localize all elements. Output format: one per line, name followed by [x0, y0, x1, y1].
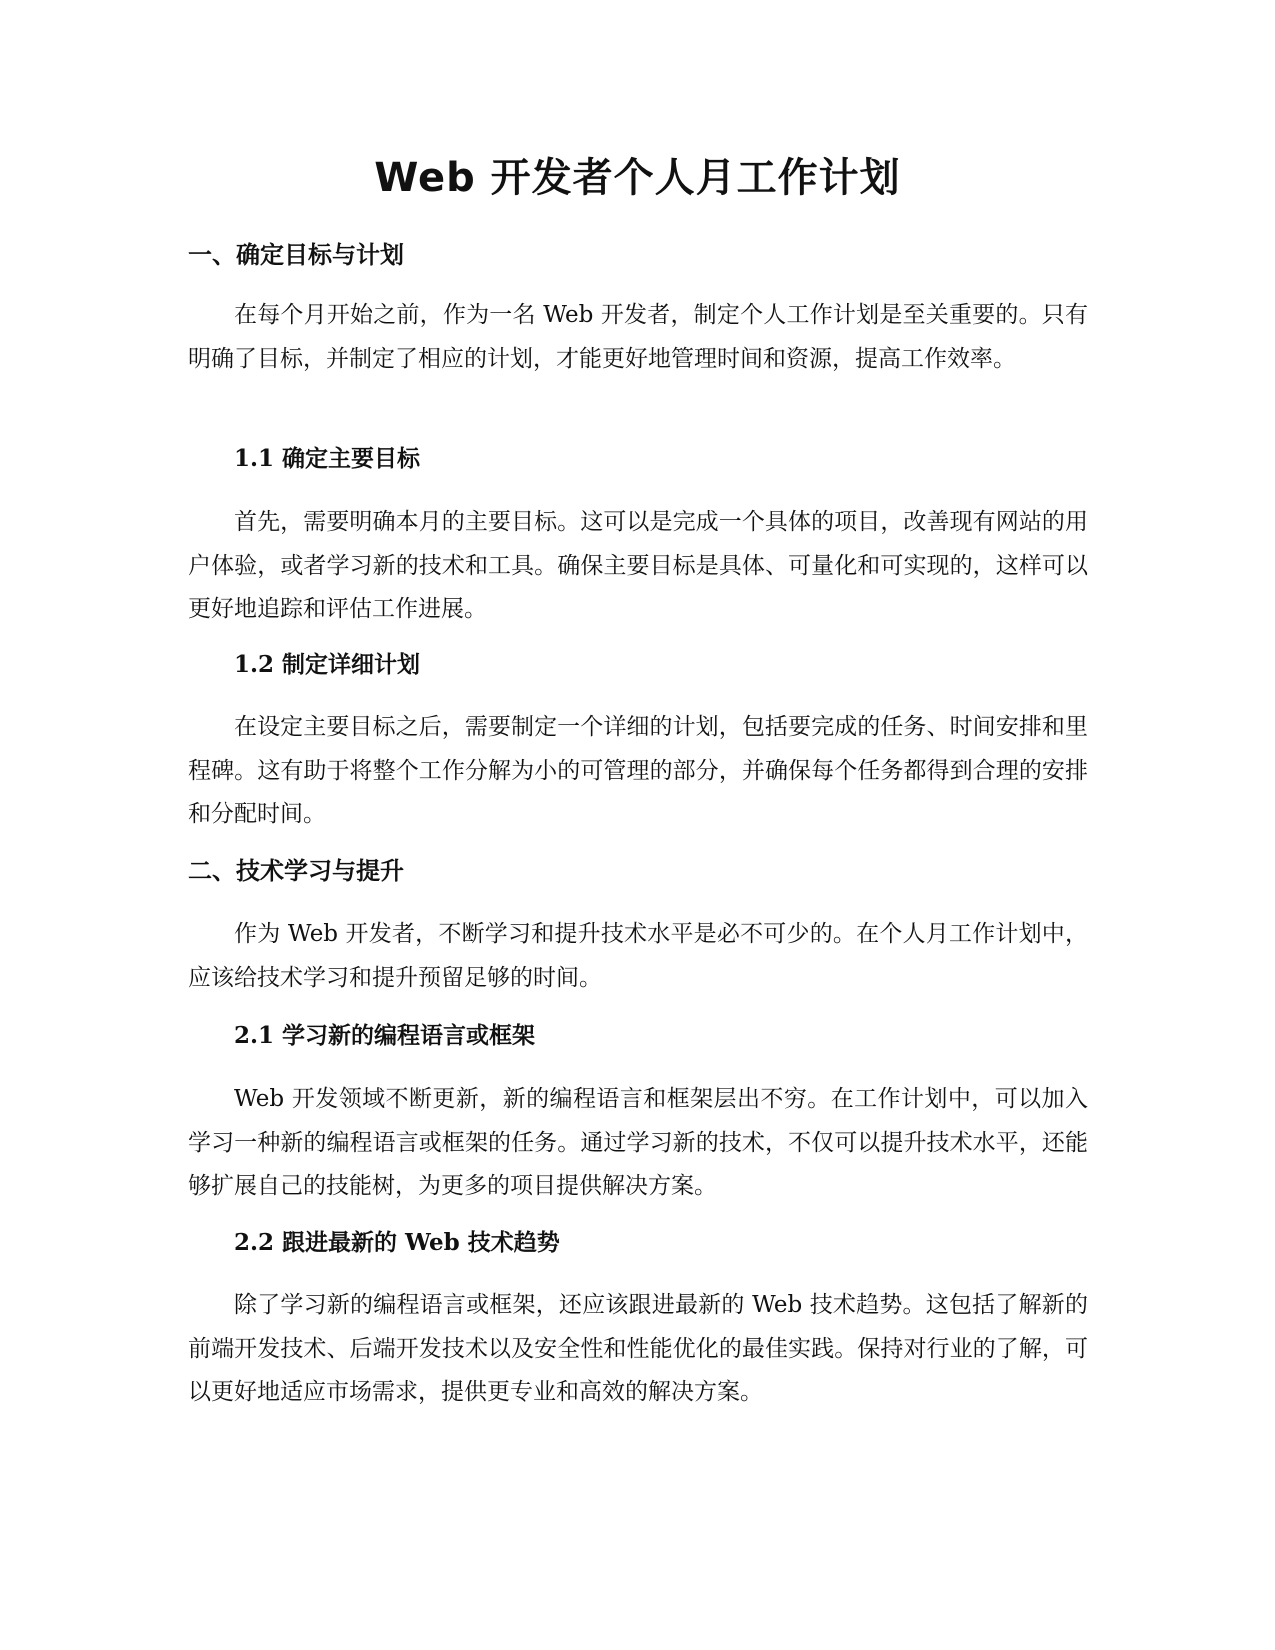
- subsection-1-2-body: 在设定主要目标之后，需要制定一个详细的计划，包括要完成的任务、时间安排和里程碑。这有助于将整个工作分解为小的可管理的部分，并确保每个任务都得到合理的安排和分配时间。: [188, 714, 1088, 827]
- section-2-intro: 作为 Web 开发者，不断学习和提升技术水平是必不可少的。在个人月工作计划中，应该给技术学习和提升预留足够的时间。: [188, 921, 1088, 991]
- subsection-2-2-body: 除了学习新的编程语言或框架，还应该跟进最新的 Web 技术趋势。这包括了解新的前端开发技术、后端开发技术以及安全性和性能优化的最佳实践。保持对行业的了解，可以更好地适应市场需求，提供更专业和高效的解决方案。: [188, 1292, 1088, 1405]
- subsection-heading-1-2: 1.2 制定详细计划: [234, 651, 421, 678]
- section-heading-2: 二、技术学习与提升: [188, 857, 404, 885]
- document-title: Web 开发者个人月工作计划: [374, 155, 901, 201]
- subsection-heading-2-2: 2.2 跟进最新的 Web 技术趋势: [234, 1229, 560, 1256]
- section-1-intro: 在每个月开始之前，作为一名 Web 开发者，制定个人工作计划是至关重要的。只有明确了目标，并制定了相应的计划，才能更好地管理时间和资源，提高工作效率。: [188, 302, 1088, 372]
- subsection-heading-2-1: 2.1 学习新的编程语言或框架: [234, 1022, 536, 1049]
- subsection-1-1-body: 首先，需要明确本月的主要目标。这可以是完成一个具体的项目，改善现有网站的用户体验，或者学习新的技术和工具。确保主要目标是具体、可量化和可实现的，这样可以更好地追踪和评估工作进展。: [188, 509, 1088, 622]
- subsection-2-1-body: Web 开发领域不断更新，新的编程语言和框架层出不穷。在工作计划中，可以加入学习一种新的编程语言或框架的任务。通过学习新的技术，不仅可以提升技术水平，还能够扩展自己的技能树，为更多的项目提供解决方案。: [188, 1086, 1088, 1199]
- section-heading-1: 一、确定目标与计划: [188, 241, 404, 269]
- subsection-heading-1-1: 1.1 确定主要目标: [234, 445, 421, 472]
